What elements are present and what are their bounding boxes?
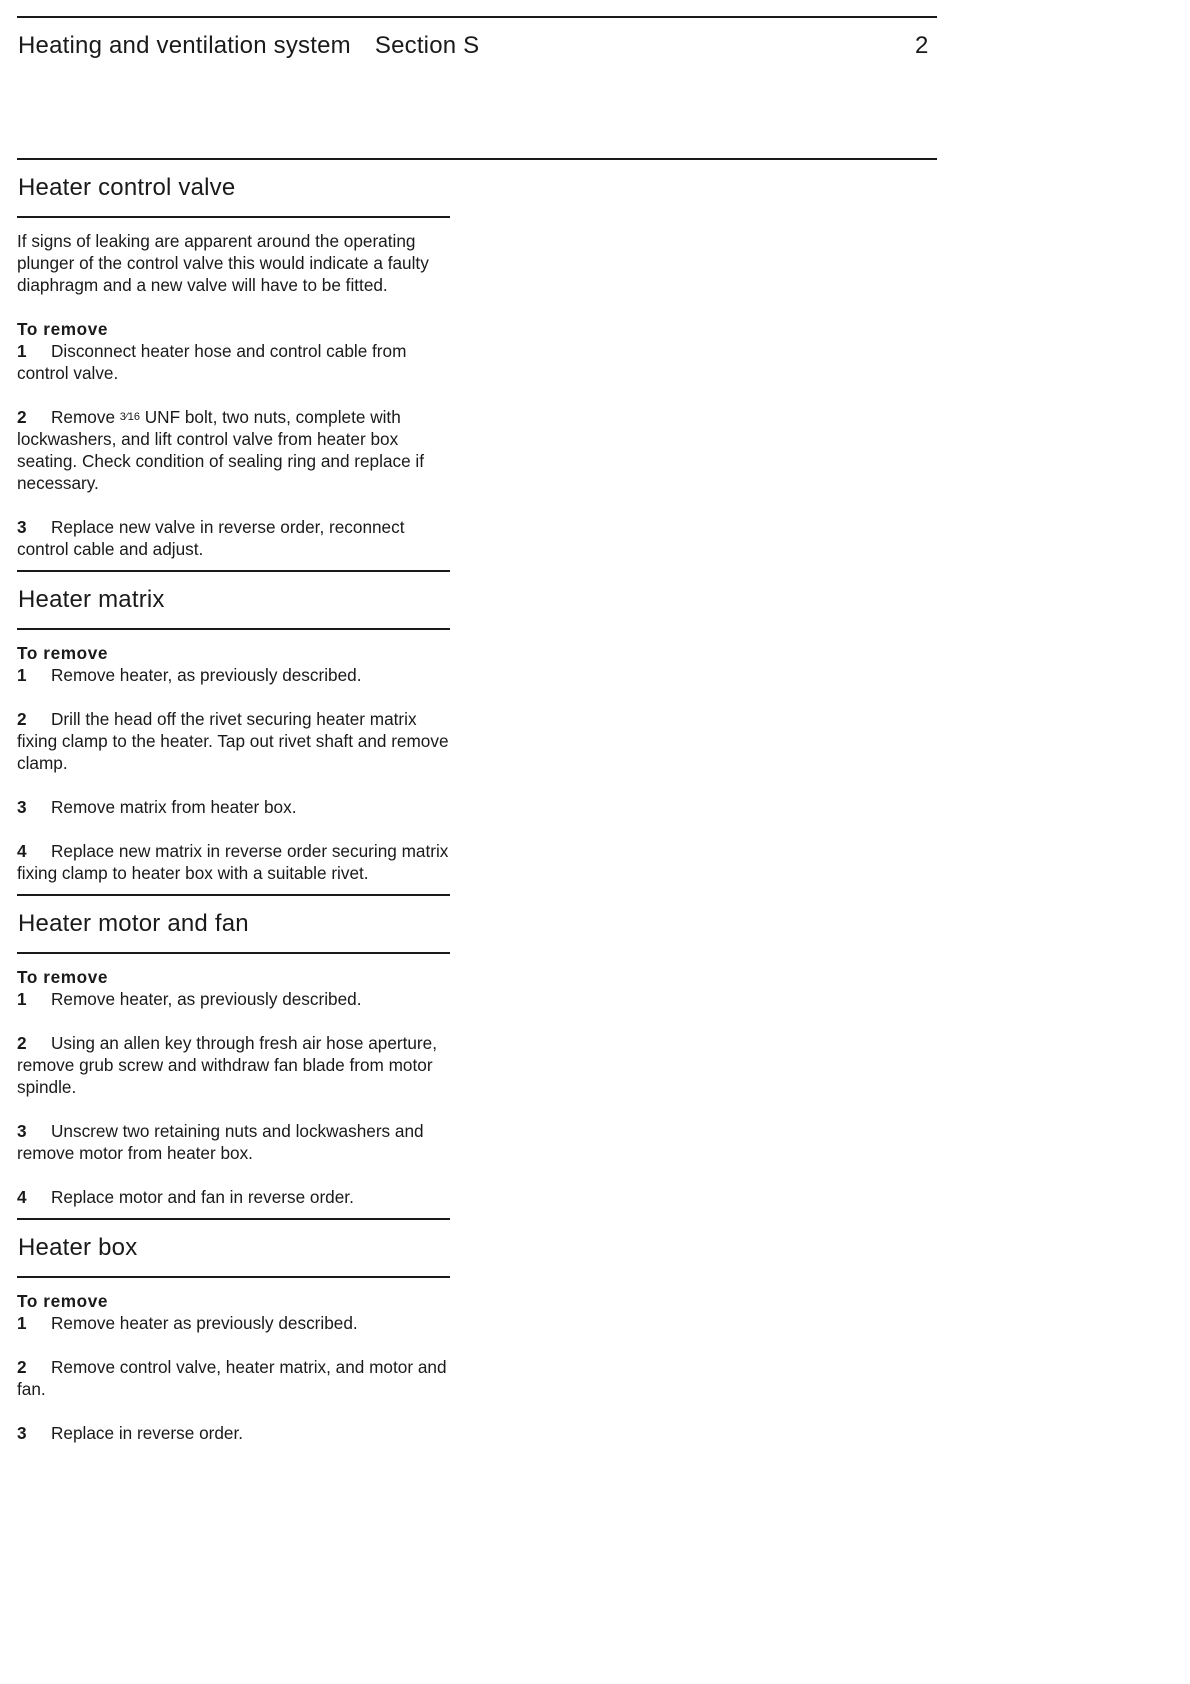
step-number: 1 [17, 341, 27, 361]
step [17, 1356, 457, 1400]
step-text: Using an allen key through fresh air hose aperture, remove grub screw and withdraw fan blade from motor spindle. [17, 1033, 437, 1097]
subheading: To remove [17, 643, 109, 663]
step-number: 4 [17, 1187, 27, 1207]
subheading: To remove [17, 319, 109, 339]
step-text: Replace new matrix in reverse order securing matrix fixing clamp to heater box with a suitable rivet. [17, 841, 449, 883]
step-text: Replace new valve in reverse order, reconnect control cable and adjust. [17, 517, 405, 559]
section-heading: Heater matrix [18, 586, 165, 613]
step-number: 3 [17, 1423, 27, 1443]
step-number: 4 [17, 841, 27, 861]
step [17, 516, 457, 560]
step [17, 406, 457, 494]
step [17, 840, 457, 884]
step-number: 2 [17, 1033, 27, 1053]
step [17, 1186, 457, 1208]
header-section: Section S [374, 32, 480, 59]
step [17, 664, 457, 686]
section-heater-control-valve [17, 160, 457, 572]
step-number: 3 [17, 1121, 27, 1141]
step-text: Remove heater as previously described. [51, 1313, 358, 1333]
step-number: 3 [17, 797, 27, 817]
step-number: 1 [17, 989, 27, 1009]
page-header [18, 32, 479, 60]
step-number: 1 [17, 1313, 27, 1333]
section-intro: If signs of leaking are apparent around the operating plunger of the control valve this would indicate a faulty diaphragm and a new valve will have to be fitted. [17, 231, 429, 295]
header-title: Heating and ventilation system [18, 32, 351, 59]
step-number: 2 [17, 1357, 27, 1377]
step [17, 796, 457, 818]
step [17, 1312, 457, 1334]
step [17, 1120, 457, 1164]
step [17, 1422, 457, 1444]
step-text: Replace motor and fan in reverse order. [51, 1187, 354, 1207]
subheading: To remove [17, 1291, 109, 1311]
page-number: 2 [915, 32, 929, 59]
content-column [17, 160, 457, 1466]
top-rule [17, 16, 937, 18]
step-text: Drill the head off the rivet securing heater matrix fixing clamp to the heater. Tap out rivet shaft and remove clamp. [17, 709, 449, 773]
step-text: Unscrew two retaining nuts and lockwashers and remove motor from heater box. [17, 1121, 424, 1163]
step [17, 988, 457, 1010]
section-heading: Heater motor and fan [18, 910, 249, 937]
step-number: 2 [17, 407, 27, 427]
step-text: Remove matrix from heater box. [51, 797, 297, 817]
step-text: Remove control valve, heater matrix, and motor and fan. [17, 1357, 447, 1399]
step-text: Disconnect heater hose and control cable from control valve. [17, 341, 407, 383]
fraction: 3⁄16 [119, 411, 140, 423]
step-text: UNF bolt, two nuts, complete with lockwashers, and lift control valve from heater box seating. Check condition of sealing ring and replace if necessary. [17, 407, 425, 493]
step-text: Remove heater, as previously described. [51, 989, 362, 1009]
step-text-lead: Remove [51, 407, 115, 427]
section-heater-matrix [17, 572, 457, 896]
subheading: To remove [17, 967, 109, 987]
step-number: 2 [17, 709, 27, 729]
step-text: Replace in reverse order. [51, 1423, 244, 1443]
step [17, 340, 457, 384]
step [17, 1032, 457, 1098]
step [17, 708, 457, 774]
section-heading: Heater control valve [18, 174, 236, 201]
step-number: 3 [17, 517, 27, 537]
step-text: Remove heater, as previously described. [51, 665, 362, 685]
section-heater-box [17, 1220, 457, 1444]
step-number: 1 [17, 665, 27, 685]
section-heater-motor-and-fan [17, 896, 457, 1220]
section-heading: Heater box [18, 1234, 138, 1261]
